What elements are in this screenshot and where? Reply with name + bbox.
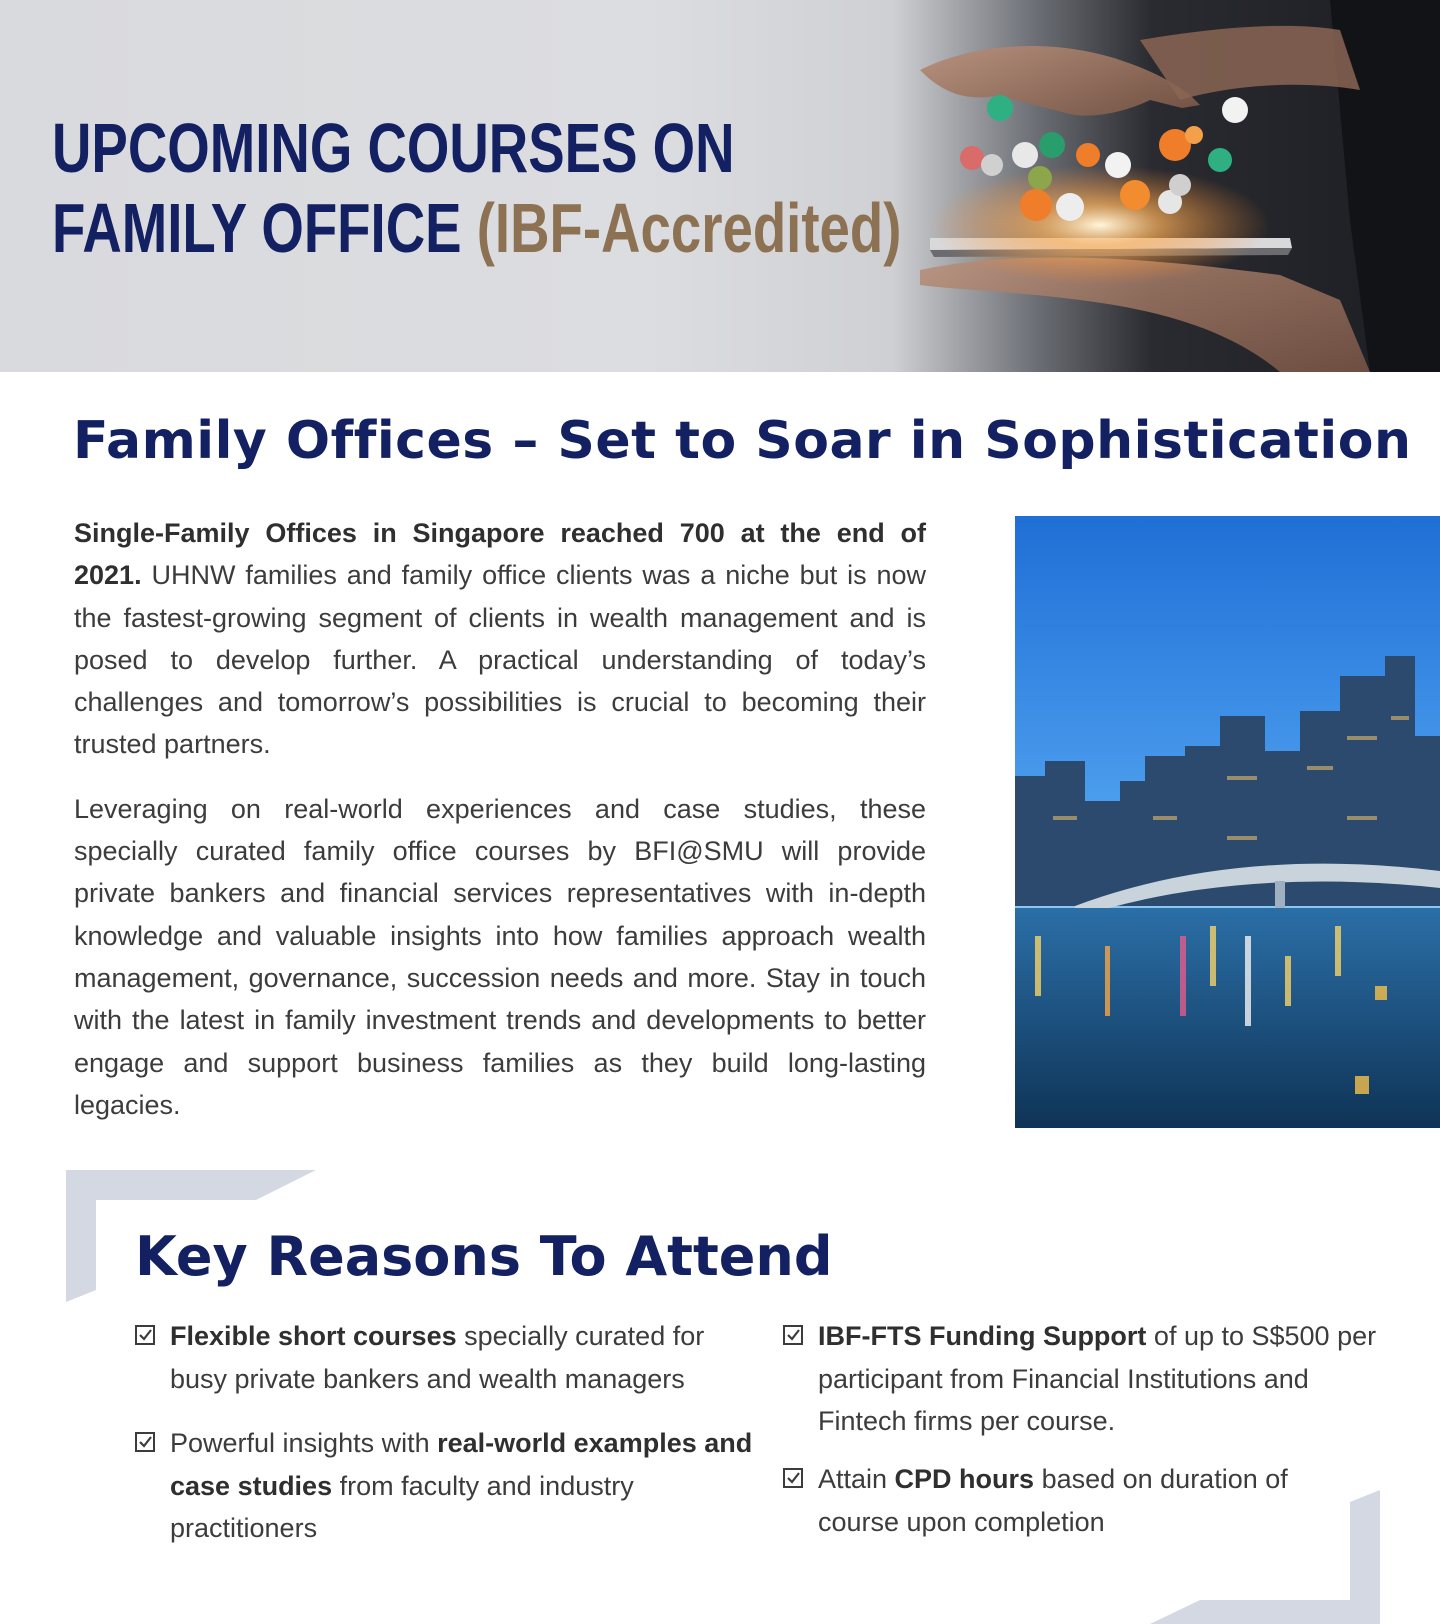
hero-title-line2 — [52, 188, 901, 268]
reason-item-flexible-courses — [170, 1315, 760, 1400]
hero-title — [52, 108, 901, 268]
reason-1-bold: Flexible short courses — [170, 1321, 457, 1351]
section-heading: Family Offices – Set to Soar in Sophistication — [73, 411, 1412, 471]
reason-2-text: from faculty and industry practitioners — [170, 1470, 634, 1543]
checkbox-icon — [783, 1325, 803, 1345]
checkbox-icon — [135, 1432, 155, 1452]
reason-item-funding-support — [818, 1315, 1388, 1443]
hero-banner — [0, 0, 1440, 372]
reason-item-insights — [170, 1422, 760, 1550]
city-skyline-image — [1015, 516, 1440, 1128]
reason-4-bold: CPD hours — [894, 1464, 1035, 1494]
intro-paragraph-1 — [74, 512, 926, 766]
reasons-heading: Key Reasons To Attend — [135, 1225, 833, 1288]
reason-4-text: based on duration of course upon completion — [818, 1464, 1288, 1537]
reason-4-pre: Attain — [818, 1464, 895, 1494]
checkbox-icon — [783, 1468, 803, 1488]
hero-image — [900, 0, 1440, 372]
hero-title-line1: UPCOMING COURSES ON — [52, 109, 735, 187]
reason-3-bold: IBF-FTS Funding Support — [818, 1321, 1147, 1351]
intro-text — [74, 512, 926, 1126]
reason-3-text: of up to S$500 per participant from Financial Institutions and Fintech firms per course. — [818, 1321, 1377, 1436]
hero-title-main: FAMILY OFFICE — [52, 189, 462, 267]
checkbox-icon — [135, 1325, 155, 1345]
intro-highlight: Single-Family Offices in Singapore reached 700 at the end of 2021. — [74, 518, 926, 591]
intro-paragraph-1-body: UHNW families and family office clients was a niche but is now the fastest-growing segment of clients in wealth management and is posed to develop further. A practical understanding of today’s challenges and tomorrow’s possibilities is crucial to becoming their trusted partners. — [74, 560, 926, 760]
hero-title-accent: (IBF-Accredited) — [476, 189, 902, 267]
reason-2-pre: Powerful insights with — [170, 1428, 438, 1458]
reason-2-bold: real-world examples and case studies — [170, 1428, 753, 1501]
reason-item-cpd-hours — [818, 1458, 1358, 1543]
intro-paragraph-2: Leveraging on real-world experiences and case studies, these specially curated family office courses by BFI@SMU will provide private bankers and financial services representatives with in-depth knowledge and valuable insights into how families approach wealth management, governance, succession needs and more. Stay in touch with the latest in family investment trends and developments to better engage and support business families as they build long-lasting legacies. — [74, 793, 926, 1120]
reason-1-text: specially curated for busy private bankers and wealth managers — [170, 1321, 705, 1394]
